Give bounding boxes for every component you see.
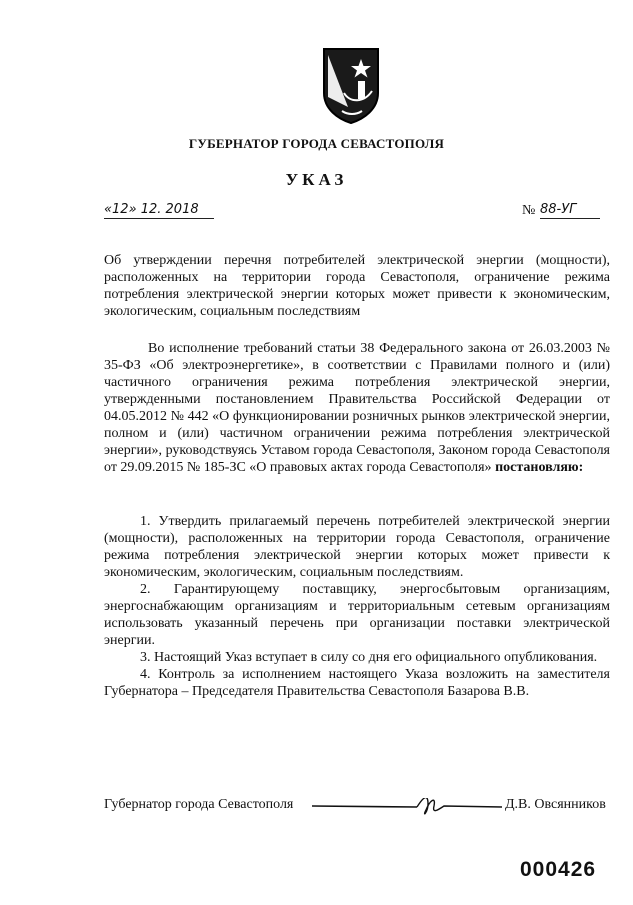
document-title: Об утверждении перечня потребителей электрической энергии (мощности), расположенных на территории города Севастополя, ограничение режима потребления электрической энергии которых может привести к экономическим, экологическим, социальным последствиям [104, 253, 610, 319]
coat-of-arms-emblem [320, 45, 382, 125]
decree-items [104, 513, 610, 700]
decree-item-2: 2. Гарантирующему поставщику, энергосбытовым организациям, энергоснабжающим организациям и территориальным сетевым организациям использовать указанный перечень при организации поставки электрической энергии. [104, 582, 610, 648]
signatory-name: Д.В. Овсянников [505, 797, 606, 812]
issuing-authority: ГУБЕРНАТОР ГОРОДА СЕВАСТОПОЛЯ [188, 136, 445, 151]
decree-word: постановляю: [495, 460, 584, 475]
decree-item-3: 3. Настоящий Указ вступает в силу со дня его официального опубликования. [140, 650, 598, 665]
handwritten-signature [312, 798, 502, 828]
document-type: УКАЗ [285, 170, 348, 189]
document-date: «12» 12. 2018 [104, 202, 214, 219]
preamble [104, 340, 610, 476]
signatory-position: Губернатор города Севастополя [104, 797, 294, 812]
document-number: 88-УГ [540, 202, 600, 219]
preamble-text: Во исполнение требований статьи 38 Федерального закона от 26.03.2003 № 35-ФЗ «Об электроэнергетике», в соответствии с Правилами полного и (или) частичного ограничения режима потребления электрической энергии, утвержденными постановлением Правительства Российской Федерации от 04.05.2012 № 442 «О функционировании розничных рынков электрической энергии, полном и (или) частичном ограничении режима потребления электрической энергии», руководствуясь Уставом города Севастополя, Законом города Севастополя от 29.09.2015 № 185-ЗС «О правовых актах города Севастополя» [104, 341, 610, 475]
document-number-label: № [522, 203, 536, 218]
decree-item-4: 4. Контроль за исполнением настоящего Указа возложить на заместителя Губернатора – Председателя Правительства Севастополя Базарова В.В. [104, 667, 610, 699]
serial-number: 000426 [520, 858, 597, 881]
decree-item-1: 1. Утвердить прилагаемый перечень потребителей электрической энергии (мощности), расположенных на территории города Севастополя, ограничение режима потребления электрической энергии которых может привести к экономическим, экологическим, социальным последствиям. [104, 514, 610, 580]
